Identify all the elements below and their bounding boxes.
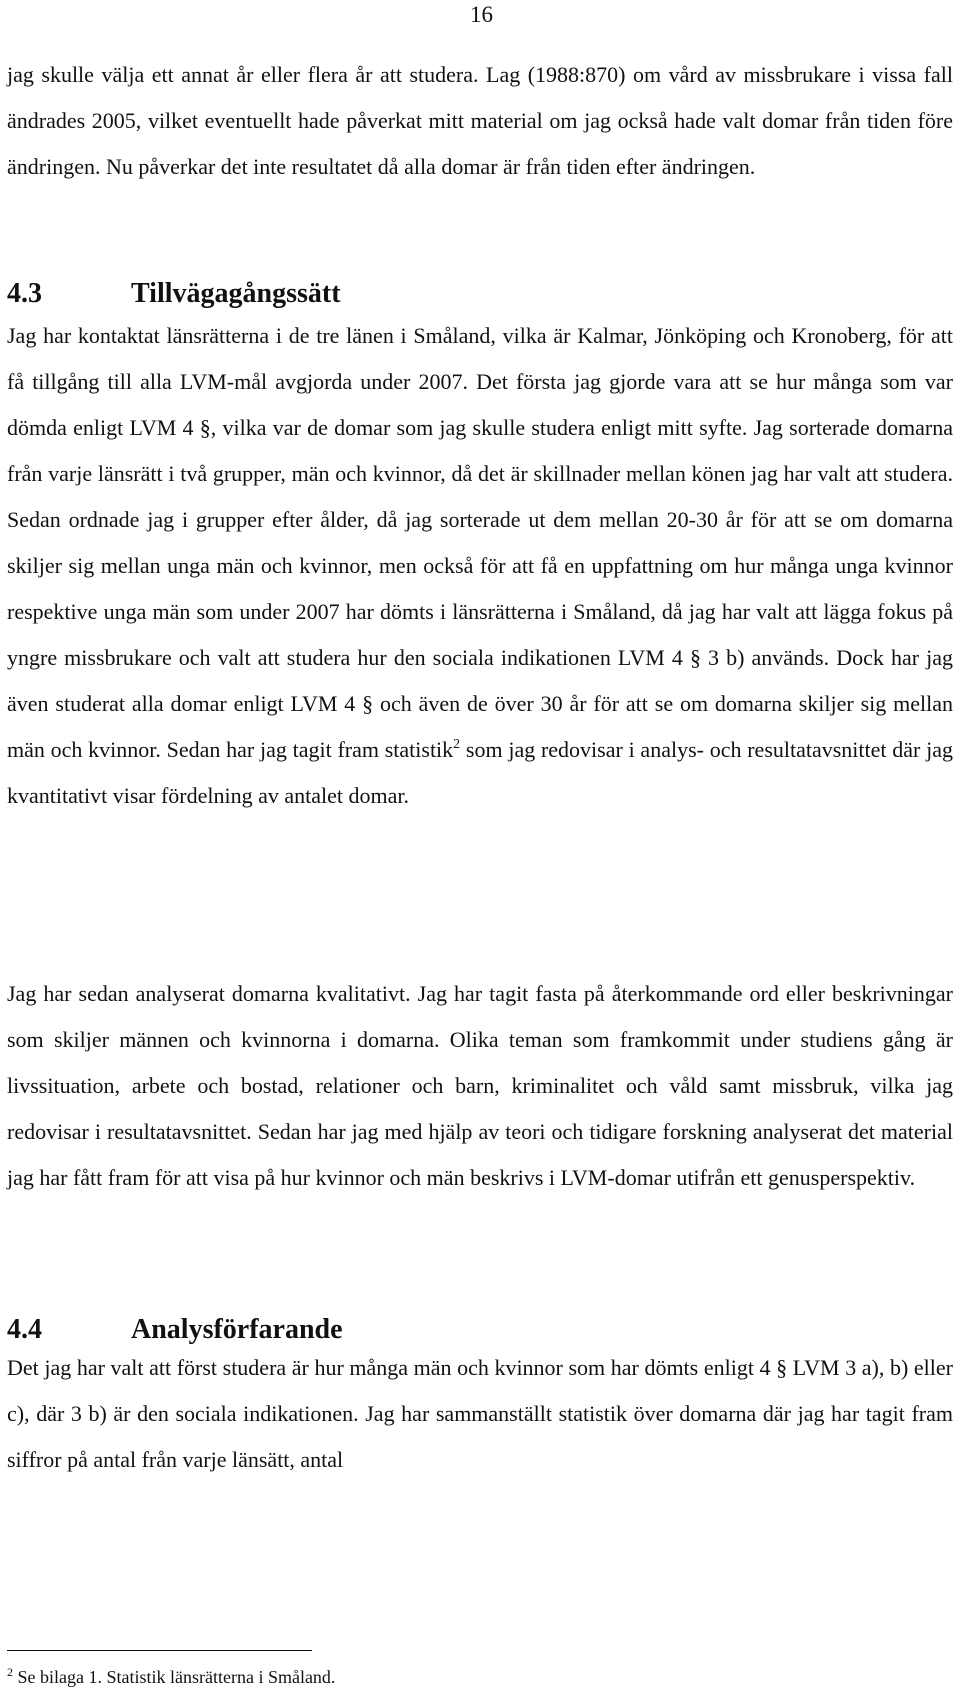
section-heading-4-3 [7, 277, 341, 311]
section-number: 4.3 [7, 278, 42, 309]
intro-paragraph: jag skulle välja ett annat år eller flera år att studera. Lag (1988:870) om vård av missbrukare i vissa fall ändrades 2005, vilket eventuellt hade påverkat mitt material om jag också hade valt domar från tiden före ändringen. Nu påverkar det inte resultatet då alla domar är från tiden efter ändringen. [7, 62, 953, 179]
footnote-divider [7, 1650, 312, 1651]
footnote [7, 1664, 335, 1690]
section-heading-4-4 [7, 1313, 343, 1347]
paragraph-text: Jag har kontaktat länsrätterna i de tre länen i Småland, vilka är Kalmar, Jönköping och Kronoberg, för att få tillgång till alla LVM-mål avgjorda under 2007. Det första jag gjorde vara att se hur många som var dömda enligt LVM 4 §, vilka var de domar som jag skulle studera enligt mitt syfte. Jag sorterade domarna från varje länsrätt i två grupper, män och kvinnor, då det är skillnader mellan könen jag har valt att studera. Sedan ordnade jag i grupper efter ålder, då jag sorterade ut dem mellan 20-30 år för att se om domarna skiljer sig mellan unga män och kvinnor, men också för att få en uppfattning om hur många unga kvinnor respektive unga män som under 2007 har dömts i länsrätterna i Småland, då jag har valt att lägga fokus på yngre missbrukare och valt att studera hur den sociala indikationen LVM 4 § 3 b) används. Dock har jag även studerat alla domar enligt LVM 4 § och även de över 30 år för att se om domarna skiljer sig mellan män och kvinnor. Sedan har jag tagit fram statistik [7, 323, 953, 762]
footnote-reference: 2 [453, 737, 461, 752]
footnote-marker: 2 [7, 1665, 13, 1679]
method-paragraph-1 [7, 313, 953, 819]
footnote-text: Se bilaga 1. Statistik länsrätterna i Småland. [13, 1667, 336, 1687]
page-number: 16 [470, 2, 493, 27]
analysis-paragraph-1: Det jag har valt att först studera är hur många män och kvinnor som har dömts enligt 4 § LVM 3 a), b) eller c), där 3 b) är den sociala indikationen. Jag har sammanställt statistik över domarna där jag har tagit fram siffror på antal från varje länsätt, antal [7, 1355, 953, 1472]
paragraph-text-continued: som jag redovisar i analys- och resultatavsnittet där jag kvantitativt visar fördelning av antalet domar. [7, 737, 953, 808]
section-title: Tillvägagångssätt [131, 278, 341, 309]
section-number: 4.4 [7, 1314, 42, 1345]
section-title: Analysförfarande [131, 1314, 343, 1345]
method-paragraph-2: Jag har sedan analyserat domarna kvalitativt. Jag har tagit fasta på återkommande ord eller beskrivningar som skiljer männen och kvinnorna i domarna. Olika teman som framkommit under studiens gång är livssituation, arbete och bostad, relationer och barn, kriminalitet och våld samt missbruk, vilka jag redovisar i resultatavsnittet. Sedan har jag med hjälp av teori och tidigare forskning analyserat det material jag har fått fram för att visa på hur kvinnor och män beskrivs i LVM-domar utifrån ett genusperspektiv. [7, 981, 953, 1190]
